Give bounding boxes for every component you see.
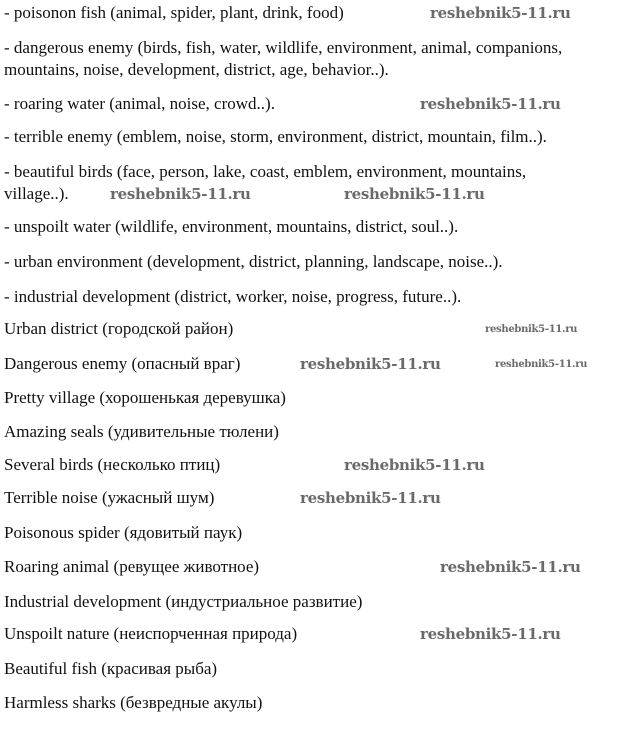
text-line: - urban environment (development, district, planning, landscape, noise..). [4, 252, 503, 271]
text-line: - industrial development (district, worker, noise, progress, future..). [4, 287, 462, 306]
watermark: reshebnik5-11.ru [420, 625, 561, 643]
watermark: reshebnik5-11.ru [300, 355, 441, 373]
watermark: reshebnik5-11.ru [420, 95, 561, 113]
text-line: Dangerous enemy (опасный враг) [4, 354, 241, 373]
text-line: village..). [4, 184, 69, 203]
text-line: Several birds (несколько птиц) [4, 455, 221, 474]
text-line: - beautiful birds (face, person, lake, coast, emblem, environment, mountains, [4, 162, 527, 181]
text-line: Amazing seals (удивительные тюлени) [4, 422, 279, 441]
text-line: Harmless sharks (безвредные акулы) [4, 693, 263, 712]
text-line: Terrible noise (ужасный шум) [4, 488, 215, 507]
text-line: Pretty village (хорошенькая деревушка) [4, 388, 286, 407]
text-line: - dangerous enemy (birds, fish, water, wildlife, environment, animal, companions, [4, 38, 563, 57]
text-line: Beautiful fish (красивая рыба) [4, 659, 218, 678]
watermark: reshebnik5-11.ru [344, 185, 485, 203]
watermark: reshebnik5-11.ru [440, 558, 581, 576]
text-line: Industrial development (индустриальное развитие) [4, 592, 363, 611]
text-line: mountains, noise, development, district, age, behavior..). [4, 60, 389, 79]
watermark: reshebnik5-11.ru [344, 456, 485, 474]
text-line: Roaring animal (ревущее животное) [4, 557, 260, 576]
text-line: - unspoilt water (wildlife, environment, mountains, district, soul..). [4, 217, 459, 236]
text-line: Urban district (городской район) [4, 319, 234, 338]
text-line: - poisonon fish (animal, spider, plant, drink, food) [4, 3, 344, 22]
watermark: reshebnik5-11.ru [110, 185, 251, 203]
text-line: - roaring water (animal, noise, crowd..). [4, 94, 275, 113]
watermark: reshebnik5-11.ru [495, 359, 588, 370]
watermark: reshebnik5-11.ru [430, 4, 571, 22]
watermark: reshebnik5-11.ru [300, 489, 441, 507]
text-line: Unspoilt nature (неиспорченная природа) [4, 624, 298, 643]
text-line: - terrible enemy (emblem, noise, storm, environment, district, mountain, film..). [4, 127, 547, 146]
text-line: Poisonous spider (ядовитый паук) [4, 523, 243, 542]
watermark: reshebnik5-11.ru [485, 324, 578, 335]
